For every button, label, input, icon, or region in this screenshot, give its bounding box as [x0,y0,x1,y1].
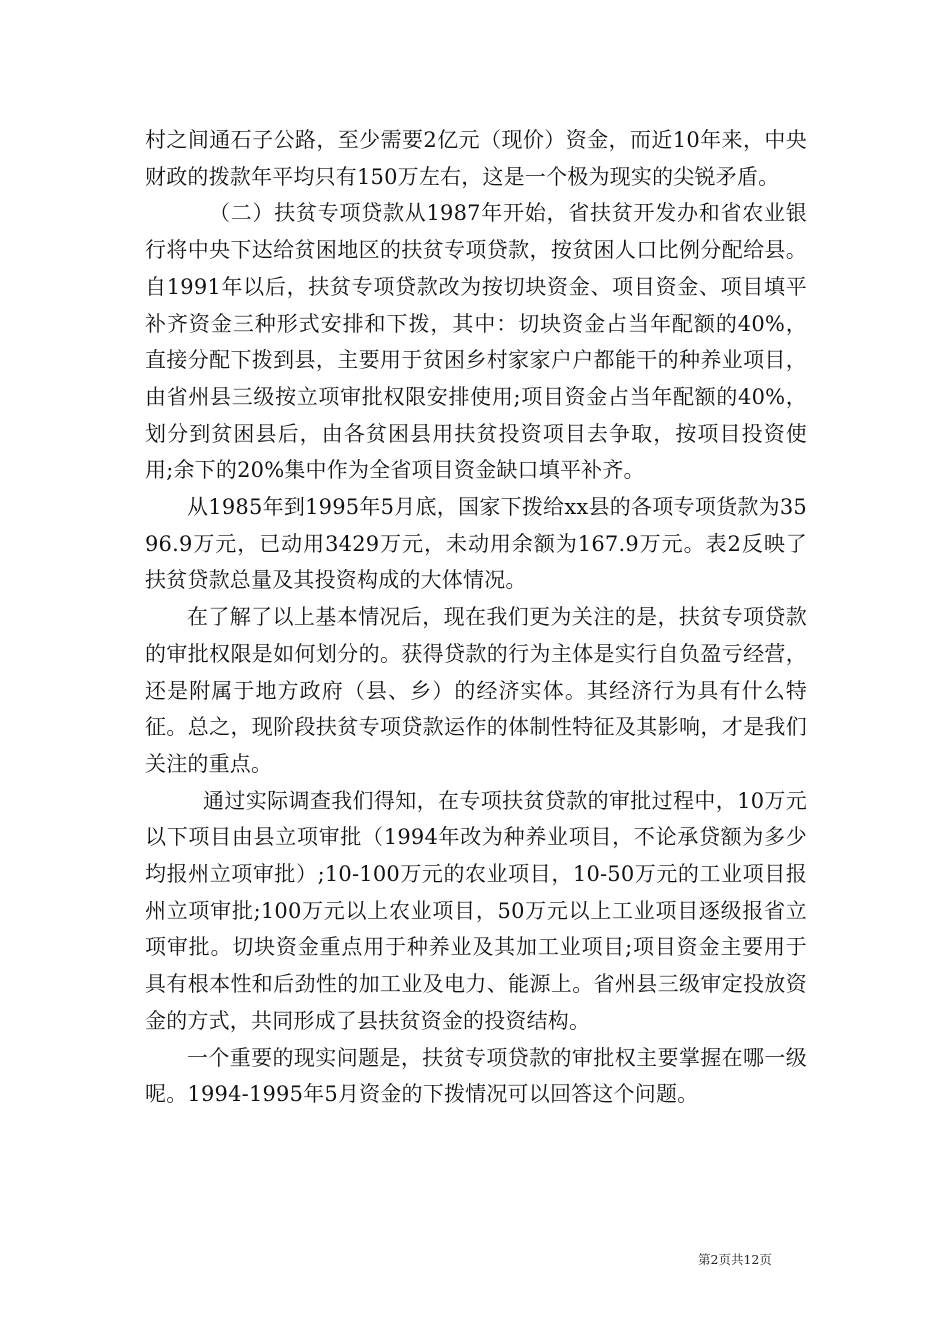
paragraph-special-loans: （二）扶贫专项贷款从1987年开始，省扶贫开发办和省农业银行将中央下达给贫困地区的扶贫专项贷款，按贫困人口比例分配给县。自1991年以后，扶贫专项贷款改为按切块资金、项目资金、项目填平补齐资金三种形式安排和下拨，其中：切块资金占当年配额的40%，直接分配下拨到县，主要用于贫困乡村家家户户都能干的种养业项目，由省州县三级按立项审批权限安排使用;项目资金占当年配额的40%，划分到贫困县后，由各贫困县用扶贫投资项目去争取，按项目投资使用;余下的20%集中作为全省项目资金缺口填平补齐。 [145,201,807,483]
paragraph-key-question: 一个重要的现实问题是，扶贫专项贷款的审批权主要掌握在哪一级呢。1994-1995年5月资金的下拨情况可以回答这个问题。 [145,1045,807,1107]
paragraph-approval-authority: 在了解了以上基本情况后，现在我们更为关注的是，扶贫专项贷款的审批权限是如何划分的。获得贷款的行为主体是实行自负盈亏经营，还是附属于地方政府（县、乡）的经济实体。其经济行为具有什么特征。总之，现阶段扶贫专项贷款运作的体制性特征及其影响，才是我们关注的重点。 [145,605,807,776]
paragraph-continuation: 村之间通石子公路，至少需要2亿元（现价）资金，而近10年来，中央财政的拨款年平均只有150万左右，这是一个极为现实的尖锐矛盾。 [145,128,807,189]
document-body [145,122,807,1113]
paragraph-loan-totals: 从1985年到1995年5月底，国家下拨给xx县的各项专项货款为3596.9万元，已动用3429万元，未动用余额为167.9万元。表2反映了扶贫贷款总量及其投资构成的大体情况。 [145,495,807,593]
paragraph-survey-findings: 通过实际调查我们得知，在专项扶贫贷款的审批过程中，10万元以下项目由县立项审批（1994年改为种养业项目，不论承贷额为多少均报州立项审批）;10-100万元的农业项目，10-50万元的工业项目报州立项审批;100万元以上农业项目，50万元以上工业项目逐级报省立项审批。切块资金重点用于种养业及其加工业项目;项目资金主要用于具有根本性和后劲性的加工业及电力、能源上。省州县三级审定投放资金的方式，共同形成了县扶贫资金的投资结构。 [145,788,807,1033]
page-number-footer: 第2页共12页 [698,1252,772,1267]
